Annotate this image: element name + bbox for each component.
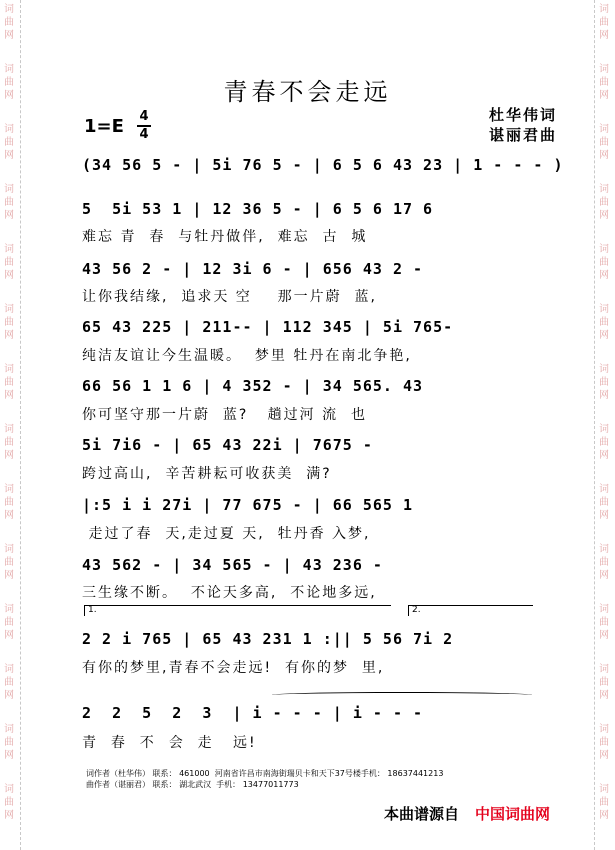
watermark-char: 词	[4, 664, 14, 675]
watermark-char: 词	[599, 304, 609, 315]
right-margin-line	[594, 0, 595, 850]
stave-notes: 5i 7i6 - | 65 43 22i | 7675 -	[82, 436, 373, 454]
stave-notes: 65 43 225 | 211-- | 112 345 | 5i 765-	[82, 318, 454, 336]
first-ending-label: 1.	[88, 605, 97, 615]
source-prefix: 本曲谱源自	[384, 805, 460, 823]
watermark-char: 网	[4, 210, 14, 221]
watermark-char: 网	[599, 630, 609, 641]
watermark-char: 曲	[4, 737, 14, 748]
watermark-char: 网	[4, 270, 14, 281]
watermark-char: 词	[4, 4, 14, 15]
watermark-char: 曲	[4, 557, 14, 568]
watermark-char: 网	[599, 90, 609, 101]
watermark-char: 网	[4, 810, 14, 821]
stave-notes: 43 56 2 - | 12 3i 6 - | 656 43 2 -	[82, 260, 424, 278]
stave-notes: 43 562 - | 34 565 - | 43 236 -	[82, 556, 383, 574]
watermark-char: 曲	[599, 377, 609, 388]
watermark-char: 词	[599, 4, 609, 15]
lyricist-contact: 词作者（杜华伟） 联系： 461000 河南省许昌市南海街瑞贝卡和天下37号楼手机： 18637441213	[86, 769, 444, 778]
stave-lyrics: 你可坚守那一片蔚 蓝? 趟过河 流 也	[82, 407, 368, 423]
watermark-char: 曲	[599, 497, 609, 508]
watermark-char: 词	[4, 544, 14, 555]
watermark-char: 曲	[4, 17, 14, 28]
watermark-char: 网	[4, 690, 14, 701]
watermark-char: 曲	[599, 617, 609, 628]
watermark-char: 曲	[599, 137, 609, 148]
lyricist-credit: 杜华伟词	[488, 106, 557, 124]
watermark-char: 曲	[599, 737, 609, 748]
watermark-char: 曲	[599, 677, 609, 688]
source-note	[384, 803, 550, 824]
watermark-char: 网	[599, 270, 609, 281]
watermark-char: 曲	[599, 197, 609, 208]
watermark-char: 网	[599, 330, 609, 341]
time-signature-bottom: 4	[139, 127, 149, 142]
second-ending-bracket	[408, 605, 533, 616]
watermark-char: 词	[599, 244, 609, 255]
second-ending-label: 2.	[412, 605, 421, 615]
watermark-char: 词	[599, 664, 609, 675]
watermark-char: 网	[4, 570, 14, 581]
composer-credit: 谌丽君曲	[488, 126, 557, 144]
watermark-char: 网	[4, 390, 14, 401]
stave-notes: 66 56 1 1 6 | 4 352 - | 34 565. 43	[82, 377, 424, 395]
stave-notes: |:5 i i 27i | 77 675 - | 66 565 1	[82, 496, 414, 514]
watermark-char: 曲	[4, 617, 14, 628]
watermark-char: 词	[4, 604, 14, 615]
stave-notes: (34 56 5 - | 5i 76 5 - | 6 5 6 43 23 | 1 - - - )	[82, 156, 564, 174]
watermark-char: 曲	[599, 317, 609, 328]
watermark-char: 词	[599, 604, 609, 615]
stave-lyrics: 纯洁友谊让今生温暖。 梦里 牡丹在南北争艳,	[82, 348, 412, 364]
time-signature	[137, 110, 151, 142]
watermark-char: 词	[4, 484, 14, 495]
watermark-char: 网	[599, 510, 609, 521]
watermark-char: 网	[599, 210, 609, 221]
song-title: 青春不会走远	[223, 78, 392, 106]
watermark-char: 词	[599, 124, 609, 135]
watermark-char: 曲	[599, 797, 609, 808]
watermark-char: 词	[4, 304, 14, 315]
watermark-char: 曲	[599, 437, 609, 448]
stave-lyrics: 青 春 不 会 走 远!	[82, 735, 257, 751]
watermark-char: 词	[599, 784, 609, 795]
source-site-link[interactable]: 中国词曲网	[475, 805, 551, 823]
watermark-char: 词	[599, 484, 609, 495]
watermark-char: 曲	[599, 557, 609, 568]
watermark-char: 曲	[4, 677, 14, 688]
stave-lyrics: 难忘 青 春 与牡丹做伴, 难忘 古 城	[82, 229, 368, 245]
composer-contact: 曲作者（谌丽君） 联系： 湖北武汉 手机： 13477011773	[86, 780, 299, 789]
watermark-char: 曲	[4, 257, 14, 268]
watermark-char: 词	[4, 184, 14, 195]
watermark-char: 网	[4, 150, 14, 161]
watermark-char: 网	[599, 810, 609, 821]
watermark-char: 曲	[4, 317, 14, 328]
watermark-char: 曲	[4, 437, 14, 448]
watermark-char: 词	[599, 544, 609, 555]
watermark-char: 曲	[599, 77, 609, 88]
watermark-char: 网	[4, 630, 14, 641]
watermark-char: 网	[599, 390, 609, 401]
watermark-char: 曲	[4, 137, 14, 148]
watermark-char: 词	[599, 724, 609, 735]
watermark-char: 曲	[4, 197, 14, 208]
watermark-char: 网	[4, 450, 14, 461]
watermark-char: 词	[599, 424, 609, 435]
watermark-char: 词	[599, 64, 609, 75]
watermark-char: 曲	[599, 257, 609, 268]
watermark-char: 曲	[4, 77, 14, 88]
left-margin-line	[20, 0, 21, 850]
watermark-char: 网	[599, 570, 609, 581]
time-signature-top: 4	[139, 109, 149, 124]
watermark-char: 词	[4, 124, 14, 135]
watermark-char: 网	[599, 450, 609, 461]
watermark-char: 曲	[4, 497, 14, 508]
watermark-char: 网	[4, 510, 14, 521]
watermark-char: 词	[599, 364, 609, 375]
stave-lyrics: 三生缘不断。 不论天多高, 不论地多远,	[82, 585, 377, 601]
watermark-char: 词	[4, 724, 14, 735]
stave-notes: 2 2 5 2 3 | i - - - | i - - -	[82, 704, 424, 722]
watermark-char: 网	[599, 30, 609, 41]
watermark-char: 网	[4, 90, 14, 101]
watermark-char: 网	[4, 330, 14, 341]
watermark-char: 曲	[4, 377, 14, 388]
watermark-char: 词	[4, 424, 14, 435]
first-ending-bracket	[84, 605, 391, 616]
key-signature: 1=E	[84, 116, 124, 137]
watermark-char: 曲	[4, 797, 14, 808]
watermark-char: 词	[4, 64, 14, 75]
watermark-char: 网	[4, 750, 14, 761]
watermark-char: 词	[4, 364, 14, 375]
watermark-char: 网	[4, 30, 14, 41]
stave-lyrics: 有你的梦里,青春不会走远! 有你的梦 里,	[82, 660, 385, 676]
stave-lyrics: 跨过高山, 辛苦耕耘可收获美 满?	[82, 466, 332, 482]
watermark-char: 词	[4, 784, 14, 795]
watermark-char: 网	[599, 150, 609, 161]
stave-notes: 5 5i 53 1 | 12 36 5 - | 6 5 6 17 6	[82, 200, 434, 218]
stave-notes: 2 2 i 765 | 65 43 231 1 :|| 5 56 7i 2	[82, 630, 454, 648]
tie-arc	[272, 692, 532, 698]
watermark-char: 词	[599, 184, 609, 195]
stave-lyrics: 让你我结缘, 追求天 空 那一片蔚 蓝,	[82, 289, 377, 305]
watermark-char: 网	[599, 750, 609, 761]
watermark-char: 词	[4, 244, 14, 255]
watermark-char: 网	[599, 690, 609, 701]
watermark-char: 曲	[599, 17, 609, 28]
stave-lyrics: 走过了春 天,走过夏 天, 牡丹香 入梦,	[82, 526, 371, 542]
